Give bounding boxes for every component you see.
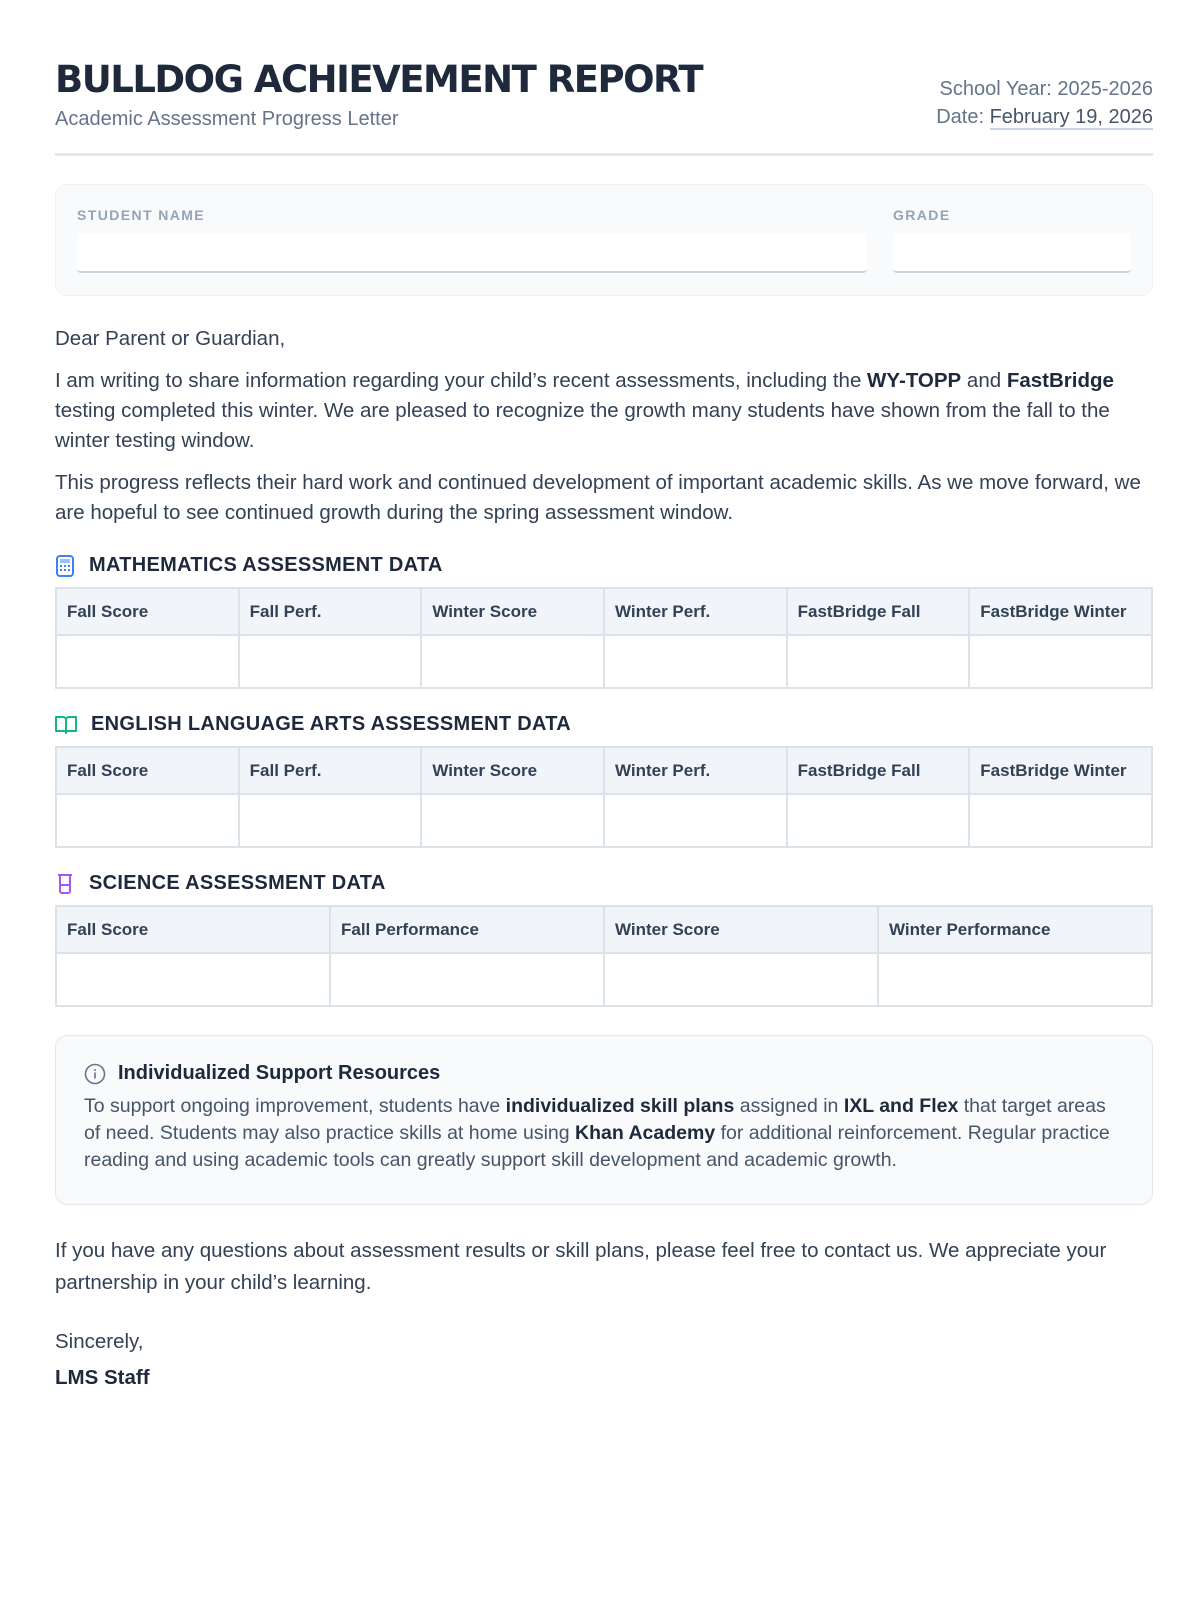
math-table	[55, 587, 1153, 689]
info-icon	[84, 1063, 106, 1085]
greeting: Dear Parent or Guardian,	[55, 327, 286, 350]
emphasis: individualized skill plans	[505, 1095, 735, 1117]
table-cell[interactable]	[604, 953, 878, 1006]
table-cell[interactable]	[787, 635, 970, 688]
col-header: Winter Score	[421, 588, 604, 635]
beaker-icon	[55, 873, 75, 895]
col-header: Fall Score	[56, 747, 239, 794]
col-header: Fall Score	[56, 906, 330, 953]
closing-paragraph: If you have any questions about assessment results or skill plans, please feel free to contact us. We appreciate your partnership in your child’s learning.	[55, 1239, 1107, 1294]
science-title-text: SCIENCE ASSESSMENT DATA	[89, 872, 386, 894]
signoff: Sincerely,	[55, 1330, 144, 1353]
col-header: FastBridge Fall	[787, 747, 970, 794]
table-row	[56, 794, 1152, 847]
col-header: Winter Score	[421, 747, 604, 794]
table-cell[interactable]	[56, 635, 239, 688]
text: testing completed this winter. We are pleased to recognize the growth many students have shown from the fall to the winter testing window.	[55, 399, 1110, 452]
col-header: Fall Perf.	[239, 747, 422, 794]
table-row	[56, 635, 1152, 688]
text: assigned in	[734, 1095, 844, 1117]
table-cell[interactable]	[787, 794, 970, 847]
report-subtitle: Academic Assessment Progress Letter	[55, 108, 399, 130]
table-cell[interactable]	[239, 635, 422, 688]
student-name-input[interactable]	[77, 233, 867, 273]
ela-section-title	[55, 713, 1153, 736]
text: that target areas of need. Students may also practice skills at home using	[84, 1095, 1106, 1144]
progress-paragraph: This progress reflects their hard work and continued development of important academic skills. As we move forward, we are hopeful to see continued growth during the spring assessment window.	[55, 471, 1141, 524]
table-header-row	[56, 588, 1152, 635]
col-header: Fall Perf.	[239, 588, 422, 635]
date-value[interactable]: February 19, 2026	[989, 106, 1153, 128]
support-title	[84, 1062, 1124, 1085]
col-header: Winter Performance	[878, 906, 1152, 953]
wy-topp-emphasis: WY-TOPP	[867, 369, 962, 392]
science-section-title	[55, 872, 1153, 895]
table-cell[interactable]	[56, 953, 330, 1006]
table-cell[interactable]	[330, 953, 604, 1006]
math-section-title	[55, 554, 1153, 577]
text: I am writing to share information regarding your child’s recent assessments, including the	[55, 369, 868, 392]
table-cell[interactable]	[421, 635, 604, 688]
report-meta	[936, 75, 1153, 131]
table-header-row	[56, 906, 1152, 953]
table-cell[interactable]	[56, 794, 239, 847]
col-header: Winter Score	[604, 906, 878, 953]
grade-field	[893, 207, 1131, 273]
table-cell[interactable]	[969, 635, 1152, 688]
col-header: Fall Performance	[330, 906, 604, 953]
text: and	[961, 369, 1007, 392]
col-header: FastBridge Fall	[787, 588, 970, 635]
intro-paragraph	[55, 366, 1153, 456]
emphasis: Khan Academy	[575, 1122, 716, 1144]
col-header: Winter Perf.	[604, 747, 787, 794]
student-name-label: STUDENT NAME	[77, 207, 206, 223]
student-info-card	[55, 184, 1153, 296]
col-header: FastBridge Winter	[969, 747, 1152, 794]
table-cell[interactable]	[969, 794, 1152, 847]
ela-title-text: ENGLISH LANGUAGE ARTS ASSESSMENT DATA	[91, 713, 572, 735]
text: for additional reinforcement. Regular practice reading and using academic tools can greatly support skill development and academic growth.	[84, 1122, 1110, 1171]
math-title-text: MATHEMATICS ASSESSMENT DATA	[89, 554, 443, 576]
table-row	[56, 953, 1152, 1006]
report-date	[936, 103, 1153, 131]
fastbridge-emphasis: FastBridge	[1006, 369, 1114, 392]
emphasis: IXL and Flex	[843, 1095, 959, 1117]
ela-table	[55, 746, 1153, 848]
grade-input[interactable]	[893, 233, 1131, 273]
report-page	[55, 56, 1153, 1393]
signature: LMS Staff	[55, 1366, 150, 1389]
table-cell[interactable]	[878, 953, 1152, 1006]
student-name-field	[77, 207, 867, 273]
table-cell[interactable]	[239, 794, 422, 847]
table-cell[interactable]	[604, 635, 787, 688]
support-text	[84, 1093, 1124, 1174]
col-header: Fall Score	[56, 588, 239, 635]
science-table	[55, 905, 1153, 1007]
report-title: BULLDOG ACHIEVEMENT REPORT	[55, 58, 703, 101]
col-header: Winter Perf.	[604, 588, 787, 635]
date-label: Date:	[936, 106, 990, 128]
grade-label: GRADE	[893, 207, 951, 223]
col-header: FastBridge Winter	[969, 588, 1152, 635]
report-header	[55, 56, 1153, 156]
calculator-icon	[55, 555, 75, 577]
text: To support ongoing improvement, students have	[84, 1095, 506, 1117]
support-title-text: Individualized Support Resources	[118, 1062, 441, 1084]
table-header-row	[56, 747, 1152, 794]
table-cell[interactable]	[604, 794, 787, 847]
table-cell[interactable]	[421, 794, 604, 847]
book-open-icon	[55, 715, 77, 735]
school-year: School Year: 2025-2026	[939, 78, 1153, 100]
support-resources-card	[55, 1035, 1153, 1205]
